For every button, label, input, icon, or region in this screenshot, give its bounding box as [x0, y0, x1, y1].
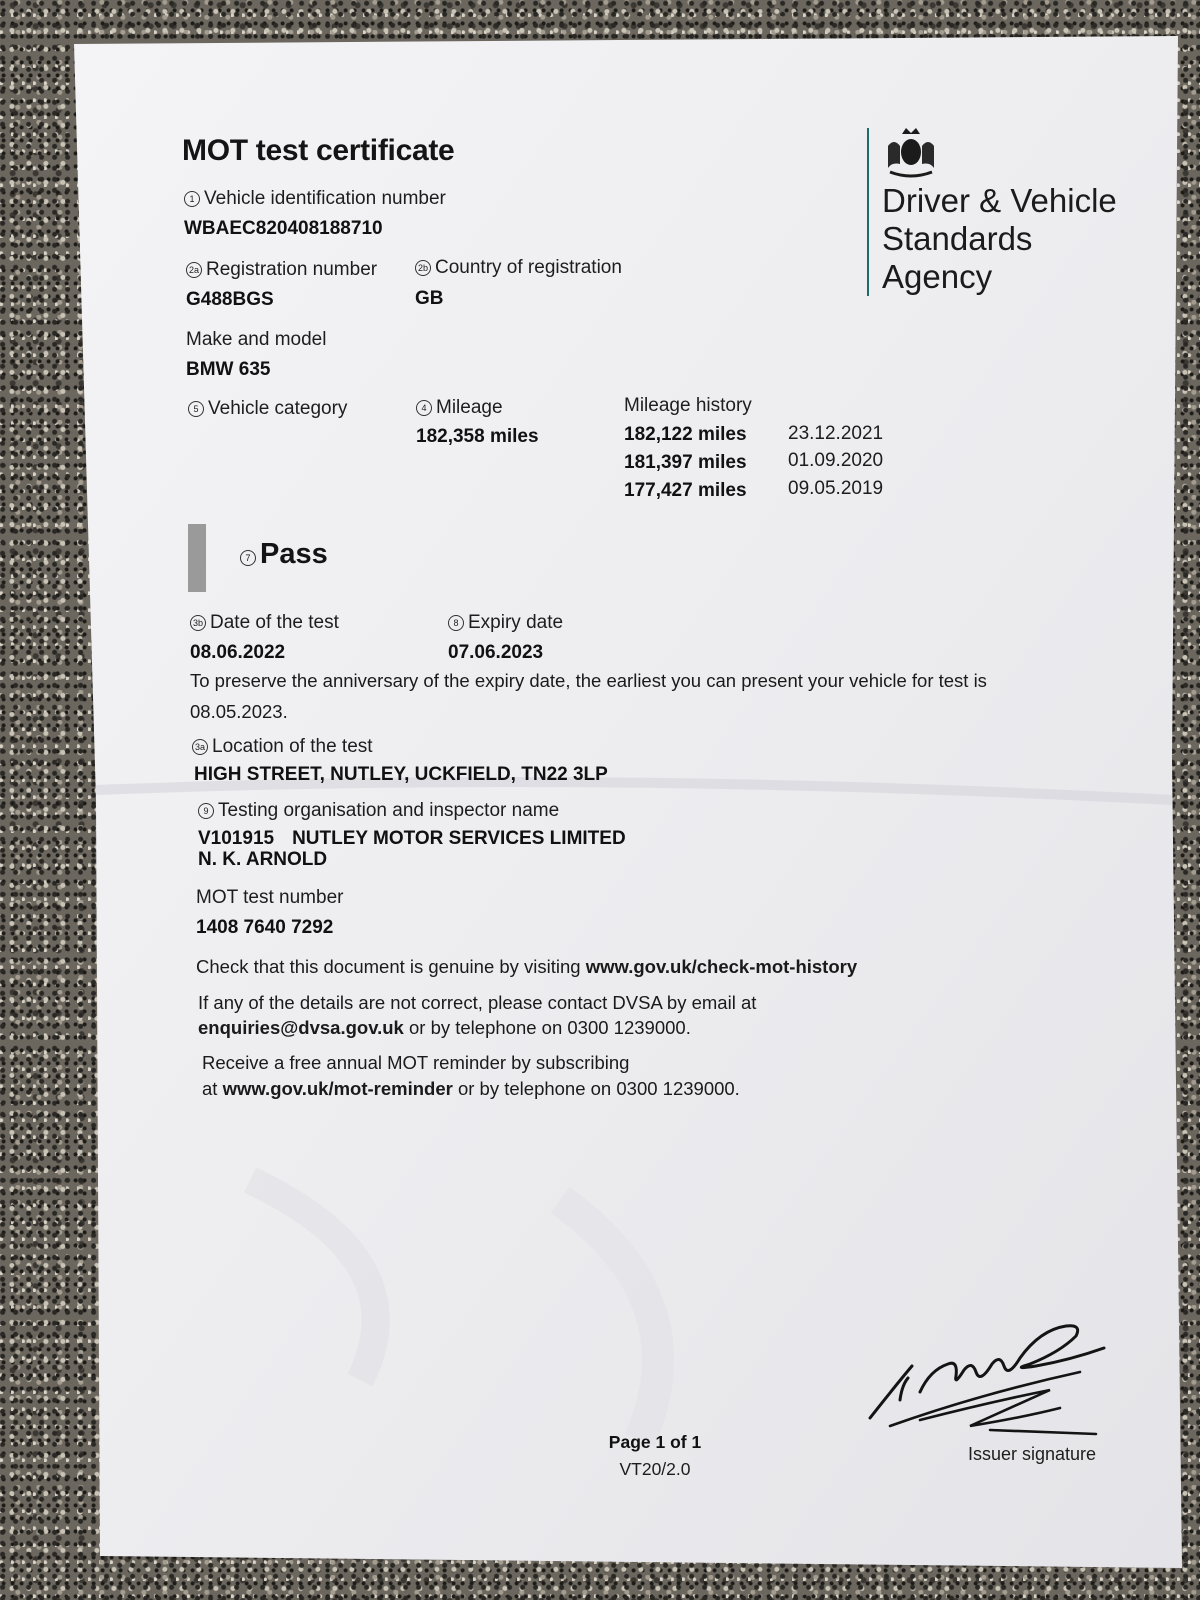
test-date-label-text: Date of the test: [210, 612, 339, 633]
organisation-label: [198, 800, 559, 822]
mileage-history-label: Mileage history: [624, 395, 752, 416]
field-number-badge: 8: [448, 615, 464, 631]
field-number-badge: 2a: [186, 262, 202, 278]
royal-crest-icon: [880, 128, 942, 180]
country-label: [415, 257, 622, 279]
result-label: Pass: [260, 538, 328, 570]
field-number-badge: 7: [240, 550, 256, 566]
page-indicator: Page 1 of 1: [608, 1432, 702, 1452]
anniversary-note-line2: 08.05.2023.: [190, 701, 288, 722]
registration-label-text: Registration number: [206, 259, 378, 280]
anniversary-note-line1: To preserve the anniversary of the expiry date, the earliest you can present your vehicle for test is: [190, 670, 987, 691]
check-mot-history-link[interactable]: www.gov.uk/check-mot-history: [585, 956, 858, 977]
registration-label: [186, 259, 377, 281]
mileage-history-miles: 182,122 miles: [624, 424, 747, 445]
location-label: [192, 736, 373, 758]
contact-phone-text: or by telephone on 0300 1239000.: [403, 1017, 691, 1038]
vehicle-category-label-text: Vehicle category: [208, 398, 348, 419]
mileage-history-date: 01.09.2020: [788, 450, 884, 471]
signature-label: Issuer signature: [968, 1444, 1097, 1464]
location-value: HIGH STREET, NUTLEY, UCKFIELD, TN22 3LP: [194, 764, 608, 785]
field-number-badge: 3b: [190, 615, 206, 631]
test-number-value: 1408 7640 7292: [196, 917, 334, 938]
result-bar: [188, 524, 206, 592]
location-label-text: Location of the test: [212, 736, 373, 757]
reminder-line2: [202, 1078, 740, 1100]
expiry-date-value: 07.06.2023: [448, 642, 544, 663]
reminder-prefix: at: [202, 1078, 223, 1099]
vin-label: [184, 188, 446, 210]
reminder-line1: Receive a free annual MOT reminder by subscribing: [202, 1052, 630, 1073]
inspector-name: N. K. ARNOLD: [198, 849, 328, 870]
expiry-date-label-text: Expiry date: [468, 612, 564, 633]
make-model-label: Make and model: [186, 329, 327, 350]
dvsa-name-line2: Standards: [882, 220, 1033, 257]
check-genuine-prefix: Check that this document is genuine by visiting: [196, 956, 586, 977]
form-code: VT20/2.0: [619, 1459, 691, 1479]
organisation-label-text: Testing organisation and inspector name: [218, 800, 560, 821]
field-number-badge: 9: [198, 803, 214, 819]
contact-line1: If any of the details are not correct, please contact DVSA by email at: [198, 992, 757, 1013]
vin-label-text: Vehicle identification number: [204, 188, 446, 209]
mileage-history-miles: 177,427 miles: [624, 480, 747, 501]
mot-reminder-link[interactable]: www.gov.uk/mot-reminder: [222, 1078, 453, 1099]
country-value: GB: [415, 288, 444, 309]
field-number-badge: 2b: [415, 260, 431, 276]
make-model-value: BMW 635: [186, 359, 271, 380]
contact-line2: [198, 1017, 691, 1039]
check-genuine-text: [196, 956, 857, 978]
dvsa-name: [882, 182, 1117, 296]
country-label-text: Country of registration: [435, 257, 622, 278]
dvsa-name-line3: Agency: [882, 258, 993, 295]
test-date-value: 08.06.2022: [190, 642, 286, 663]
field-number-badge: 3a: [192, 739, 208, 755]
test-number-label: MOT test number: [196, 887, 344, 908]
organisation-value: [198, 828, 626, 850]
mileage-history-date: 09.05.2019: [788, 478, 884, 499]
issuer-signature-scribble: [860, 1290, 1140, 1460]
mileage-history-miles: 181,397 miles: [624, 452, 747, 473]
vin-value: WBAEC820408188710: [184, 218, 383, 239]
dvsa-name-line1: Driver & Vehicle: [882, 182, 1117, 219]
field-number-badge: 4: [416, 400, 432, 416]
vehicle-category-label: [188, 398, 347, 420]
reminder-phone-text: or by telephone on 0300 1239000.: [452, 1078, 740, 1099]
mileage-history-date: 23.12.2021: [788, 423, 884, 444]
mileage-value: 182,358 miles: [416, 426, 539, 447]
organisation-name: NUTLEY MOTOR SERVICES LIMITED: [292, 828, 626, 849]
field-number-badge: 1: [184, 191, 200, 207]
dvsa-divider: [867, 128, 869, 296]
expiry-date-label: [448, 612, 563, 634]
registration-value: G488BGS: [186, 289, 274, 310]
test-date-label: [190, 612, 339, 634]
field-number-badge: 5: [188, 401, 204, 417]
page-title: MOT test certificate: [182, 134, 455, 167]
result-pass: [240, 538, 328, 571]
mileage-label: [416, 397, 503, 419]
organisation-code: V101915: [198, 828, 275, 849]
contact-email-link[interactable]: enquiries@dvsa.gov.uk: [198, 1017, 404, 1038]
mileage-label-text: Mileage: [436, 397, 503, 418]
